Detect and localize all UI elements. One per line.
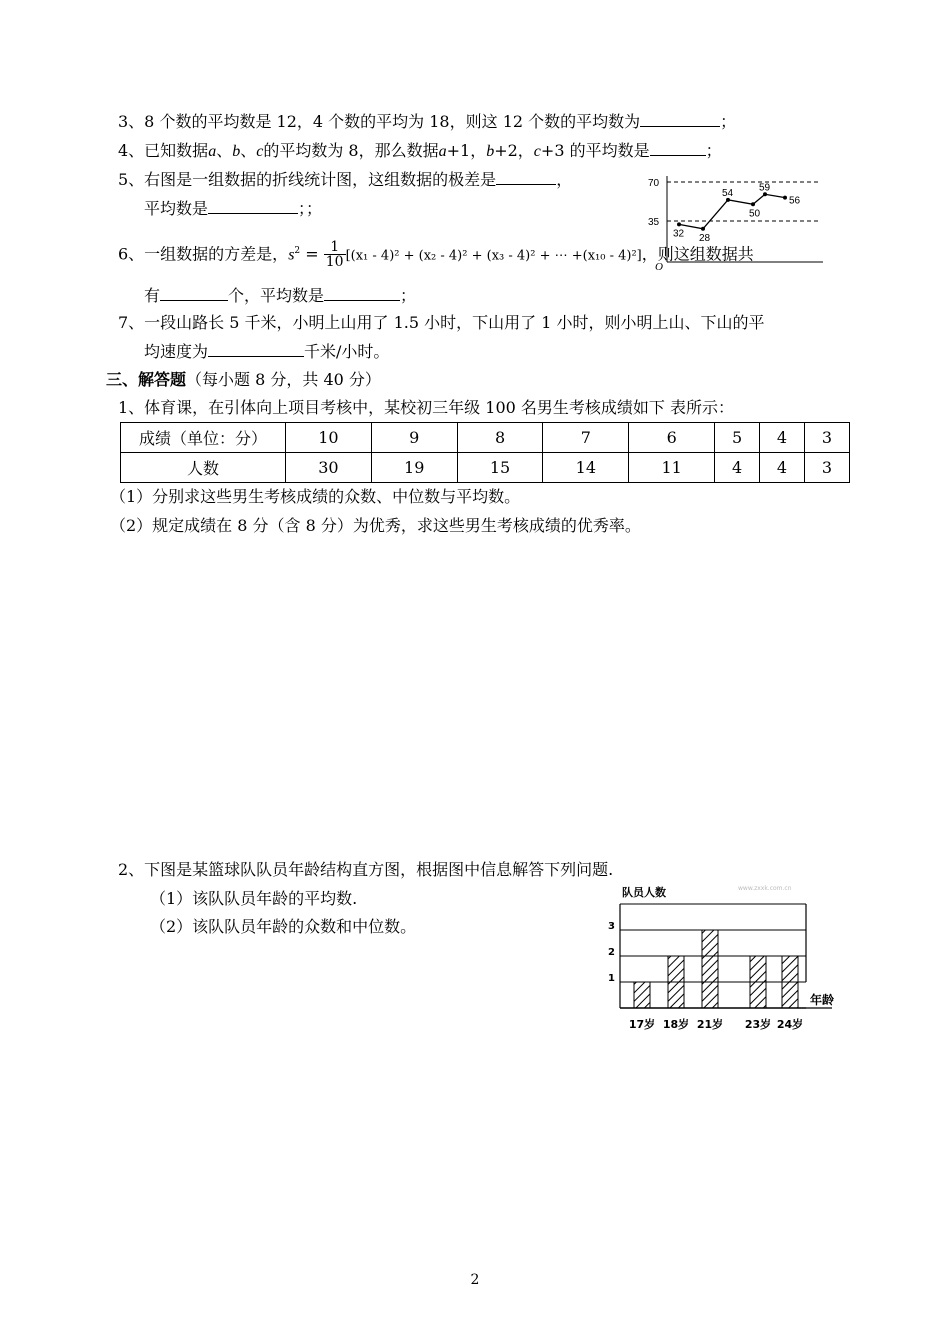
- y-tick-label: 1: [608, 973, 615, 984]
- y-axis-title: 队员人数: [622, 886, 666, 899]
- table-cell: 3: [804, 423, 849, 453]
- table-cell: 5: [715, 423, 760, 453]
- series-line: [679, 194, 785, 229]
- y-tick-35: 35: [648, 217, 660, 228]
- table-row: [121, 423, 850, 453]
- table-row: [121, 453, 850, 483]
- x-tick-labels: [629, 1017, 803, 1031]
- x-tick-label: 24岁: [776, 1018, 804, 1031]
- table-cell: 10: [286, 423, 372, 453]
- data-label: 59: [759, 182, 771, 194]
- y-tick-label: 3: [608, 921, 615, 932]
- row-header-score: 成绩（单位：分）: [121, 423, 286, 453]
- data-label: 56: [789, 195, 801, 207]
- fraction: $\frac{1}{10}$: [325, 239, 344, 271]
- chart-grid: [620, 904, 835, 1008]
- table-cell: 4: [760, 423, 805, 453]
- histogram-bar: [634, 982, 650, 1008]
- y-tick-70: 70: [648, 178, 660, 189]
- data-label: 54: [722, 187, 734, 199]
- data-label: 32: [673, 228, 685, 240]
- answer-blank[interactable]: [496, 168, 556, 185]
- origin-label: O: [655, 261, 663, 270]
- section-3-heading: [106, 369, 381, 391]
- histogram-bar: [702, 930, 718, 1008]
- page-number: 2: [470, 1272, 480, 1288]
- y-tick-labels: [608, 921, 615, 984]
- table-cell: 30: [286, 453, 372, 483]
- problem-2-sub2: （2）该队队员年龄的众数和中位数。: [150, 917, 417, 936]
- table-cell: 8: [457, 423, 543, 453]
- x-tick-label: 17岁: [628, 1018, 656, 1031]
- data-point: [751, 202, 755, 206]
- question-3: 3、8 个数的平均数是 12，4 个数的平均为 18，则这 12 个数的平均数为 ；: [118, 112, 737, 131]
- table-cell: 14: [543, 453, 629, 483]
- watermark: www.zxxk.com.cn: [738, 885, 792, 892]
- table-cell: 6: [629, 423, 715, 453]
- question-7-line2: 均速度为 千米/小时。: [144, 342, 390, 361]
- question-4: 4、已知数据a、b、c的平均数为 8，那么数据a+1，b+2，c+3 的平均数是 ；: [118, 141, 722, 160]
- data-point: [677, 222, 681, 226]
- section-note: （每小题 8 分，共 40 分）: [186, 370, 381, 389]
- y-tick-label: 2: [608, 947, 615, 958]
- question-5-line2: 平均数是 ；；: [144, 199, 323, 218]
- histogram-bar: [668, 956, 684, 1008]
- table-cell: 9: [371, 423, 457, 453]
- question-6: 6、一组数据的方差是，$s^2$ = $\frac{1}{10}$ [(x₁ - 4)² + (x₂ - 4)² + (x₃ - 4)² + ⋯ +(x₁₀ - 4)²]，则这组数据共: [118, 239, 754, 271]
- answer-blank[interactable]: [208, 340, 304, 357]
- x-tick-label: 23岁: [744, 1018, 772, 1031]
- section-title: 三、解答题: [106, 370, 187, 389]
- chart-bars: [634, 930, 798, 1008]
- line-series: [679, 194, 785, 229]
- problem-1-intro: 1、体育课，在引体向上项目考核中，某校初三年级 100 名男生考核成绩如下 表所示：: [118, 398, 734, 417]
- question-7-line1: 7、一段山路长 5 千米，小明上山用了 1.5 小时，下山用了 1 小时，则小明上山、下山的平: [118, 313, 765, 332]
- table-cell: 4: [760, 453, 805, 483]
- problem-1-sub1: （1）分别求这些男生考核成绩的众数、中位数与平均数。: [110, 487, 521, 506]
- histogram-bar: [782, 956, 798, 1008]
- table-cell: 11: [629, 453, 715, 483]
- data-point: [783, 196, 787, 200]
- data-label: 28: [699, 232, 711, 244]
- x-axis-title: 年龄: [810, 993, 835, 1007]
- answer-blank[interactable]: [160, 284, 228, 301]
- table-cell: 7: [543, 423, 629, 453]
- table-cell: 3: [804, 453, 849, 483]
- score-table: [120, 422, 850, 483]
- age-histogram: [600, 882, 840, 1034]
- problem-1-sub2: （2）规定成绩在 8 分（含 8 分）为优秀，求这些男生考核成绩的优秀率。: [110, 516, 641, 535]
- data-label: 50: [749, 208, 761, 220]
- table-cell: 19: [371, 453, 457, 483]
- answer-blank[interactable]: [640, 110, 720, 127]
- problem-2-sub1: （1）该队队员年龄的平均数.: [150, 889, 358, 908]
- question-5-line1: 5、右图是一组数据的折线统计图，这组数据的极差是 ，: [118, 170, 573, 189]
- variance-expression: [(x₁ - 4)² + (x₂ - 4)² + (x₃ - 4)² + ⋯ +(x₁₀ - 4)²]: [345, 248, 642, 264]
- answer-blank[interactable]: [208, 197, 298, 214]
- problem-2-intro: 2、下图是某篮球队队员年龄结构直方图，根据图中信息解答下列问题.: [118, 860, 614, 879]
- data-point: [701, 227, 705, 231]
- answer-blank[interactable]: [324, 284, 400, 301]
- answer-blank[interactable]: [650, 139, 706, 156]
- x-tick-label: 21岁: [696, 1018, 724, 1031]
- table-cell: 15: [457, 453, 543, 483]
- histogram-bar: [750, 956, 766, 1008]
- question-6-line2: 有 个，平均数是 ；: [144, 286, 417, 305]
- x-tick-label: 18岁: [662, 1018, 690, 1031]
- row-header-count: 人数: [121, 453, 286, 483]
- table-cell: 4: [715, 453, 760, 483]
